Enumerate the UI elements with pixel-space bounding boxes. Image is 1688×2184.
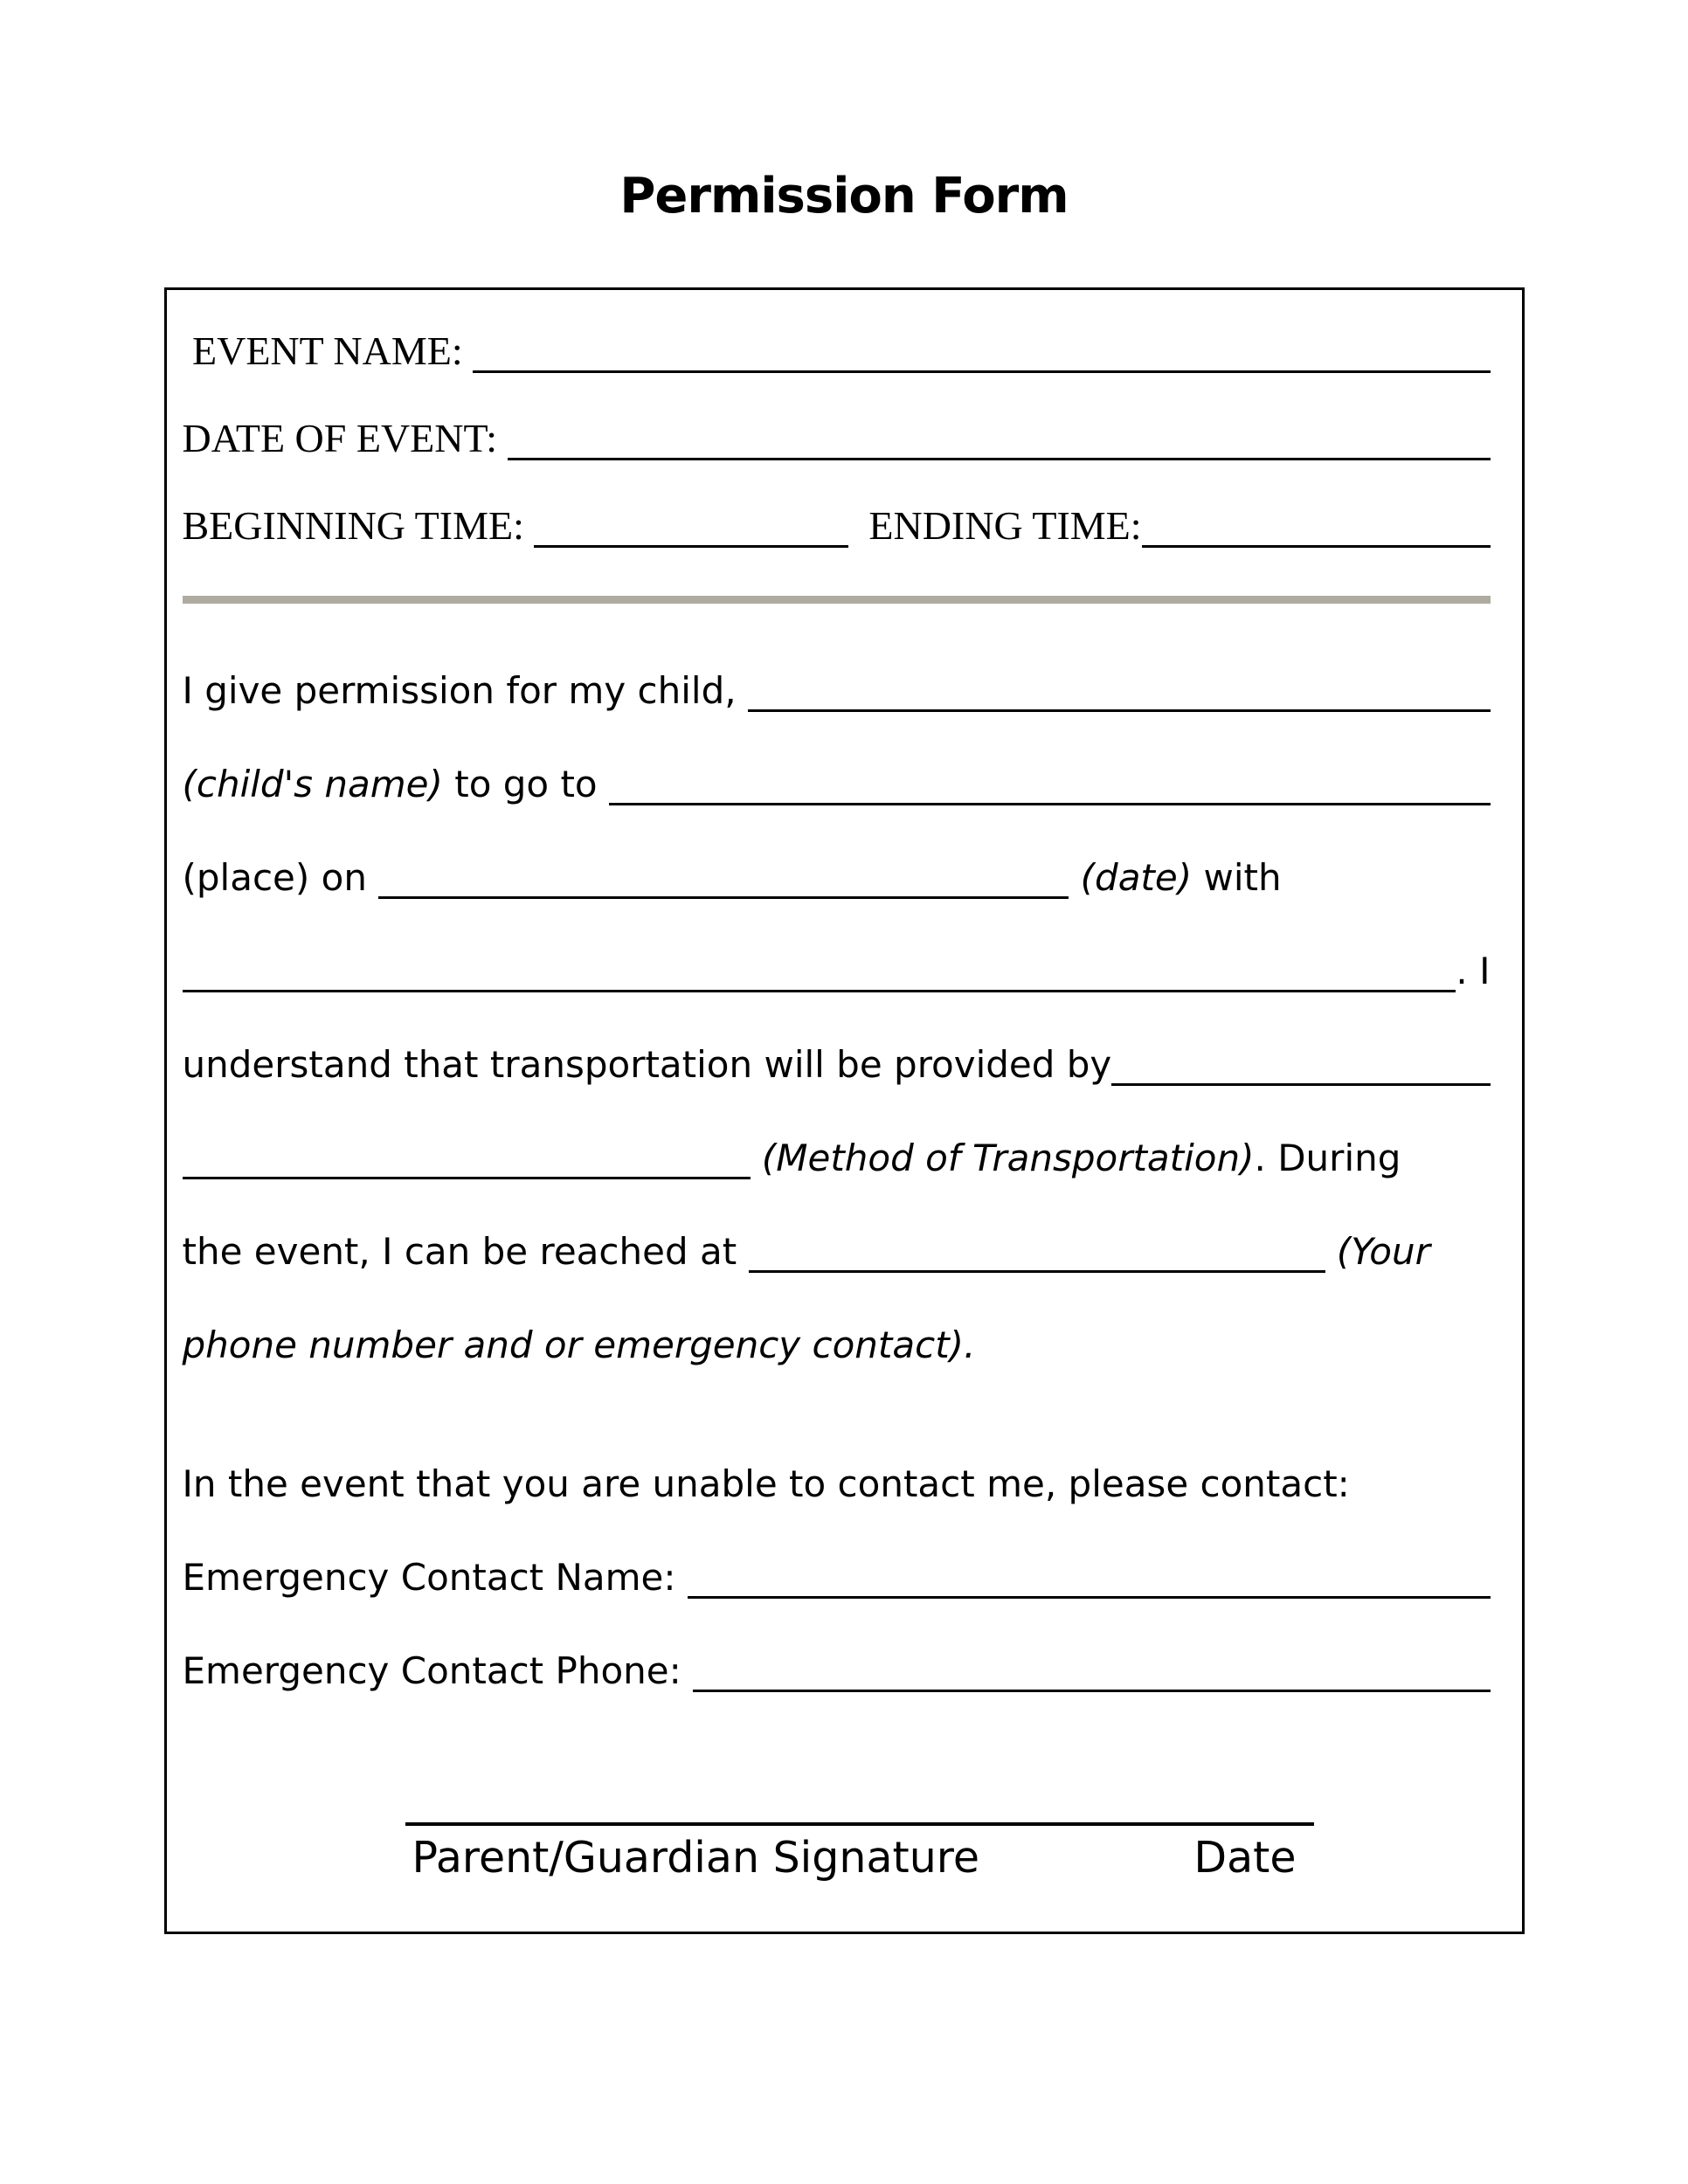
permission-line-2 (183, 737, 1491, 831)
permission-line-6 (183, 1111, 1491, 1205)
transportation-blank-2 (183, 1177, 751, 1179)
text-segment: the event, I can be reached at (182, 1230, 749, 1273)
transportation-blank-1 (1111, 1083, 1490, 1086)
date-of-event-row (183, 395, 1491, 482)
emergency-name-line (183, 1531, 1491, 1624)
date-of-event-blank (508, 458, 1491, 460)
emergency-phone-line (183, 1624, 1491, 1717)
text-segment: (Method of Transportation) (750, 1137, 1255, 1179)
text-segment: (place) on (182, 856, 379, 899)
text-segment: ENDING TIME: (848, 503, 1142, 548)
text-segment: (Your (1325, 1230, 1430, 1273)
form-title: Permission Form (619, 168, 1069, 225)
permission-line-1 (183, 644, 1491, 737)
event-name-row (183, 308, 1491, 395)
fields-section (183, 308, 1491, 570)
text-segment: (date) (1069, 856, 1193, 899)
text-segment: to go to (442, 763, 609, 805)
text-segment: EVENT NAME: (182, 328, 474, 373)
reach-phone-blank (749, 1270, 1325, 1273)
permission-line-5 (183, 1018, 1491, 1111)
text-segment: I give permission for my child, (182, 669, 748, 712)
text-segment: (child's name) (182, 763, 443, 805)
text-segment: In the event that you are unable to contact me, please contact: (182, 1462, 1350, 1505)
text-segment: understand that transportation will be provided by (182, 1043, 1112, 1086)
body-section (183, 644, 1491, 1717)
chaperone-blank (183, 990, 1456, 992)
beginning-time-blank (534, 545, 848, 548)
text-segment: DATE OF EVENT: (182, 416, 508, 460)
date-label: Date (1193, 1833, 1297, 1883)
event-date-blank (378, 896, 1069, 899)
child-name-blank (748, 709, 1491, 712)
text-segment: phone number and or emergency contact). (182, 1324, 976, 1366)
times-row (183, 482, 1491, 570)
text-segment: . I (1456, 950, 1491, 992)
text-segment: with (1192, 856, 1282, 899)
text-segment: . During (1254, 1137, 1401, 1179)
emergency-name-blank (688, 1596, 1491, 1599)
ending-time-blank (1142, 545, 1491, 548)
emergency-phone-blank (693, 1690, 1490, 1692)
section-divider (183, 596, 1491, 604)
permission-line-3 (183, 831, 1491, 924)
permission-line-4 (183, 924, 1491, 1018)
text-segment: Emergency Contact Name: (182, 1556, 688, 1599)
signature-line (405, 1822, 1314, 1826)
signature-label: Parent/Guardian Signature (412, 1833, 979, 1883)
permission-line-8 (183, 1298, 1491, 1392)
signature-block (405, 1822, 1314, 1883)
signature-labels-row (405, 1833, 1314, 1883)
text-segment: BEGINNING TIME: (182, 503, 535, 548)
event-name-blank (473, 370, 1490, 373)
text-segment: Emergency Contact Phone: (182, 1649, 694, 1692)
contact-intro-line (183, 1437, 1491, 1531)
place-blank (609, 803, 1491, 805)
permission-line-7 (183, 1205, 1491, 1298)
form-box (164, 287, 1525, 1934)
